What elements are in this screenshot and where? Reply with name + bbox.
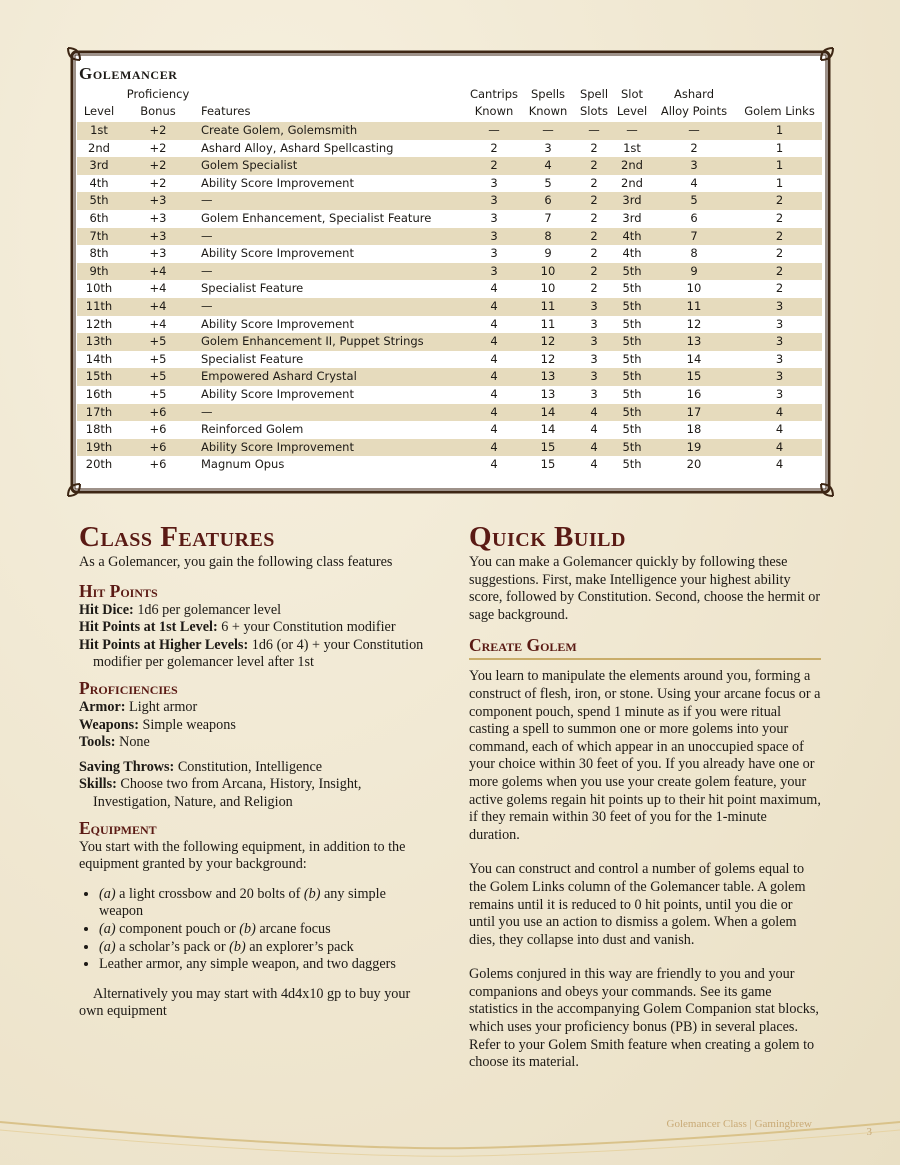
page-number: 3 xyxy=(866,1126,872,1138)
table-cell: 3 xyxy=(490,246,498,261)
table-cell: 4 xyxy=(775,422,784,437)
class-table-frame xyxy=(66,46,835,498)
equipment-item: • (a) a scholar’s pack or (b) an explorer’s pack xyxy=(99,939,429,957)
weapons-line: Weapons: Simple weapons xyxy=(79,716,236,733)
table-cell: 6 xyxy=(521,192,575,210)
table-cell: 5th xyxy=(622,457,642,472)
table-cell: 1 xyxy=(775,140,784,155)
table-cell: — xyxy=(575,122,613,140)
table-row xyxy=(77,157,822,175)
skills-line: Skills: Choose two from Arcana, History, Insight, Investigation, Nature, and Religion xyxy=(79,776,362,810)
table-cell: 8th xyxy=(89,246,109,261)
equipment-intro: You start with the following equipment, in addition to the equipment granted by your background: xyxy=(79,838,406,873)
equipment-item: • (a) a light crossbow and 20 bolts of (b) any simple weapon xyxy=(99,886,429,921)
table-cell: 2 xyxy=(775,246,784,261)
table-cell: 14 xyxy=(686,351,702,366)
tools-line: Tools: None xyxy=(79,734,150,751)
col-slots: Spell Slots xyxy=(579,87,609,118)
table-cell: 3 xyxy=(590,386,598,401)
class-features-heading: Class Features xyxy=(79,521,275,553)
table-cell: +4 xyxy=(149,316,167,331)
col-proficiency: Proficiency Bonus xyxy=(126,87,190,118)
armor-line: Armor: Light armor xyxy=(79,698,198,715)
table-cell: 3 xyxy=(467,263,521,281)
table-cell: — xyxy=(195,228,467,246)
table-cell: 2 xyxy=(575,263,613,281)
table-cell: 5th xyxy=(613,439,651,457)
table-row xyxy=(77,140,822,158)
table-cell: 8 xyxy=(690,246,698,261)
table-cell: 5 xyxy=(544,175,552,190)
table-cell: 3 xyxy=(544,140,552,155)
table-cell: — xyxy=(613,122,651,140)
table-cell: 2 xyxy=(737,263,822,281)
table-cell: 4th xyxy=(622,246,642,261)
table-cell: — xyxy=(467,122,521,140)
table-cell: Ashard Alloy, Ashard Spellcasting xyxy=(201,140,394,155)
col-alloy: Ashard Alloy Points xyxy=(660,87,728,118)
table-cell: 4 xyxy=(690,175,698,190)
table-cell: 2nd xyxy=(621,175,643,190)
hp-first-level-line: Hit Points at 1st Level: 6 + your Constitution modifier xyxy=(79,619,396,636)
table-cell: — xyxy=(521,122,575,140)
table-cell: 4 xyxy=(467,439,521,457)
table-cell: 4 xyxy=(737,404,822,422)
table-row xyxy=(77,439,822,457)
table-cell: 7 xyxy=(651,228,737,246)
table-cell: 2 xyxy=(490,140,498,155)
table-cell: 5th xyxy=(622,422,642,437)
table-cell: 3 xyxy=(590,316,598,331)
table-cell: 4 xyxy=(575,439,613,457)
table-cell: 7th xyxy=(77,228,121,246)
table-cell: +6 xyxy=(121,439,195,457)
table-cell: 12th xyxy=(85,316,113,331)
table-cell: 15 xyxy=(521,439,575,457)
table-cell: 3 xyxy=(575,298,613,316)
table-cell: 8 xyxy=(521,228,575,246)
table-cell: 3rd xyxy=(613,192,651,210)
table-cell: — xyxy=(195,298,467,316)
table-cell: 4 xyxy=(590,422,598,437)
table-cell: 9 xyxy=(544,246,552,261)
table-cell: 2 xyxy=(590,140,598,155)
table-cell: Ability Score Improvement xyxy=(201,386,354,401)
table-cell: 2 xyxy=(467,157,521,175)
table-cell: 10 xyxy=(540,281,556,296)
table-cell: +2 xyxy=(121,157,195,175)
table-cell: 13 xyxy=(651,333,737,351)
table-cell: 10 xyxy=(521,263,575,281)
table-row xyxy=(77,316,822,334)
table-row xyxy=(77,280,822,298)
table-cell: 4 xyxy=(521,157,575,175)
table-cell: 4 xyxy=(575,404,613,422)
table-cell: +5 xyxy=(121,333,195,351)
table-cell: +5 xyxy=(121,368,195,386)
hp-higher-level-line: Hit Points at Higher Levels: 1d6 (or 4) + your Constitution modifier per golemancer level after 1st xyxy=(79,636,424,671)
table-cell: 13 xyxy=(540,386,556,401)
table-row xyxy=(77,351,822,369)
table-cell: 2nd xyxy=(88,140,110,155)
table-cell: Golem Enhancement II, Puppet Strings xyxy=(195,333,467,351)
table-cell: 5th xyxy=(613,368,651,386)
table-cell: 3 xyxy=(575,368,613,386)
table-cell: 4 xyxy=(775,457,784,472)
table-cell: +6 xyxy=(149,422,167,437)
table-cell: 12 xyxy=(686,316,702,331)
table-cell: 7 xyxy=(544,210,552,225)
table-cell: 1st xyxy=(77,122,121,140)
col-features: Features xyxy=(201,104,251,118)
table-cell: Empowered Ashard Crystal xyxy=(195,368,467,386)
table-cell: 5th xyxy=(622,351,642,366)
table-cell: 19th xyxy=(77,439,121,457)
create-golem-p2: You can construct and control a number of golems equal to the Golem Links column of the Golemancer table. A golem remains until it is reduced to 0 hit points, until you die or until you use an action to dismiss a golem. When a golem dies, they collapse into dust and vanish. xyxy=(469,861,806,948)
table-cell: 2 xyxy=(590,175,598,190)
table-cell: 12 xyxy=(540,351,556,366)
table-row xyxy=(77,368,822,386)
table-cell: 2 xyxy=(690,140,698,155)
table-cell: 5th xyxy=(622,316,642,331)
table-cell: 2nd xyxy=(613,157,651,175)
table-cell: 20th xyxy=(85,457,113,472)
table-cell: 17 xyxy=(651,404,737,422)
table-cell: +6 xyxy=(121,404,195,422)
table-cell: +4 xyxy=(121,263,195,281)
table-cell: 2 xyxy=(775,210,784,225)
table-cell: 11 xyxy=(651,298,737,316)
table-row xyxy=(77,192,822,210)
table-cell: 2 xyxy=(590,246,598,261)
table-cell: 6 xyxy=(690,210,698,225)
table-row xyxy=(77,228,822,246)
equipment-alternative: Alternatively you may start with 4d4x10 gp to buy your own equipment xyxy=(79,985,411,1020)
hit-points-heading: Hit Points xyxy=(79,580,158,601)
table-cell: 5th xyxy=(613,404,651,422)
table-cell: 2 xyxy=(775,281,784,296)
table-cell: 4 xyxy=(490,316,498,331)
table-cell: 15 xyxy=(651,368,737,386)
table-cell: 18 xyxy=(686,422,702,437)
class-table xyxy=(77,86,822,474)
left-column xyxy=(79,520,429,1021)
table-cell: 3 xyxy=(467,192,521,210)
table-cell: — xyxy=(195,404,467,422)
table-cell: 11 xyxy=(540,316,556,331)
table-row xyxy=(77,298,822,316)
page-footer xyxy=(0,1100,900,1165)
table-cell: 1st xyxy=(623,140,641,155)
table-cell: — xyxy=(195,263,467,281)
table-row xyxy=(77,210,822,228)
table-cell: 4 xyxy=(490,281,498,296)
table-cell: Reinforced Golem xyxy=(201,422,304,437)
table-cell: 2 xyxy=(737,192,822,210)
equipment-heading: Equipment xyxy=(79,817,157,838)
footer-text: Golemancer Class | Gamingbrew xyxy=(666,1118,812,1130)
col-spells: Spells Known xyxy=(528,87,568,118)
right-column xyxy=(469,520,821,1072)
proficiencies-heading: Proficiencies xyxy=(79,677,178,698)
table-cell: 3rd xyxy=(622,210,642,225)
table-cell: 3 xyxy=(775,351,784,366)
table-cell: 3 xyxy=(737,333,822,351)
table-cell: 11th xyxy=(77,298,121,316)
table-cell: +2 xyxy=(121,122,195,140)
table-cell: 5th xyxy=(77,192,121,210)
table-cell: 15 xyxy=(540,457,556,472)
table-cell: 4 xyxy=(490,457,498,472)
table-cell: 4th xyxy=(613,228,651,246)
table-cell: 2 xyxy=(590,281,598,296)
table-cell: 12 xyxy=(521,333,575,351)
table-cell: 17th xyxy=(77,404,121,422)
table-cell: 16th xyxy=(85,386,113,401)
footer-flourish xyxy=(0,1100,900,1165)
table-cell: +4 xyxy=(121,298,195,316)
table-cell: 14 xyxy=(540,422,556,437)
table-cell: 4 xyxy=(490,351,498,366)
table-cell: — xyxy=(651,122,737,140)
table-cell: +2 xyxy=(149,175,167,190)
table-row xyxy=(77,404,822,422)
table-cell: Ability Score Improvement xyxy=(201,175,354,190)
table-cell: 1 xyxy=(775,175,784,190)
table-cell: 5th xyxy=(622,386,642,401)
table-cell: 4 xyxy=(490,386,498,401)
table-cell: 11 xyxy=(521,298,575,316)
table-cell: 14th xyxy=(85,351,113,366)
table-cell: 4 xyxy=(490,422,498,437)
table-cell: +5 xyxy=(149,386,167,401)
table-cell: Ability Score Improvement xyxy=(201,246,354,261)
table-row xyxy=(77,122,822,140)
class-features-intro: As a Golemancer, you gain the following class features xyxy=(79,554,393,570)
table-row xyxy=(77,456,822,474)
table-cell: 1 xyxy=(737,157,822,175)
table-cell: 10th xyxy=(85,281,113,296)
table-cell: 5th xyxy=(613,263,651,281)
table-header-row xyxy=(77,86,822,122)
table-cell: Ability Score Improvement xyxy=(195,439,467,457)
table-row xyxy=(77,333,822,351)
table-cell: Magnum Opus xyxy=(201,457,285,472)
table-cell: 20 xyxy=(686,457,702,472)
table-cell: 4 xyxy=(467,333,521,351)
table-cell: 9th xyxy=(77,263,121,281)
table-cell: 10 xyxy=(686,281,702,296)
table-cell: 5th xyxy=(613,298,651,316)
col-slot-level: Slot Level xyxy=(616,87,648,118)
equipment-item: • Leather armor, any simple weapon, and two daggers xyxy=(99,956,429,974)
quick-build-heading: Quick Build xyxy=(469,521,626,553)
table-cell: +3 xyxy=(149,210,167,225)
table-cell: +6 xyxy=(149,457,167,472)
table-cell: 9 xyxy=(651,263,737,281)
table-cell: 3 xyxy=(775,316,784,331)
table-row xyxy=(77,263,822,281)
table-cell: 5th xyxy=(613,333,651,351)
table-cell: 4 xyxy=(590,457,598,472)
col-cantrips: Cantrips Known xyxy=(469,87,519,118)
table-row xyxy=(77,245,822,263)
table-cell: 3 xyxy=(775,386,784,401)
table-cell: 3 xyxy=(651,157,737,175)
table-cell: +3 xyxy=(149,246,167,261)
table-cell: +5 xyxy=(149,351,167,366)
table-cell: 4 xyxy=(467,404,521,422)
table-cell: +2 xyxy=(149,140,167,155)
table-cell: 14 xyxy=(521,404,575,422)
saving-throws-line: Saving Throws: Constitution, Intelligence xyxy=(79,758,323,775)
table-cell: 16 xyxy=(686,386,702,401)
table-cell: 18th xyxy=(85,422,113,437)
table-cell: +3 xyxy=(121,192,195,210)
table-cell: +4 xyxy=(149,281,167,296)
table-cell: +3 xyxy=(121,228,195,246)
table-cell: 3 xyxy=(490,210,498,225)
table-cell: Create Golem, Golemsmith xyxy=(195,122,467,140)
table-cell: 3 xyxy=(737,298,822,316)
create-golem-p1: You learn to manipulate the elements around you, forming a construct of flesh, iron, or stone. Using your arcane focus or a component pouch, spend 1 minute as if you were ritual casting a spell to summon one or more golems into your command, each of which appear in an unoccupied space of your choice within 30 feet of you. If you already have one or more golems when you use your create golem feature, your active golems regain hit points up to their hit point maximum, if they remain within 30 feet of you for the 1-minute duration. xyxy=(469,668,821,843)
table-cell: 2 xyxy=(575,192,613,210)
table-row xyxy=(77,386,822,404)
table-cell: 2 xyxy=(590,210,598,225)
table-cell: 4 xyxy=(467,298,521,316)
table-cell: 1 xyxy=(737,122,822,140)
table-cell: 4th xyxy=(89,175,109,190)
table-row xyxy=(77,175,822,193)
table-cell: Specialist Feature xyxy=(201,351,304,366)
table-cell: 3 xyxy=(467,228,521,246)
table-cell: 3 xyxy=(575,333,613,351)
table-cell: 3 xyxy=(590,351,598,366)
table-cell: 13 xyxy=(521,368,575,386)
table-cell: 6th xyxy=(89,210,109,225)
table-title: Golemancer xyxy=(79,64,178,83)
equipment-item: • (a) component pouch or (b) arcane focus xyxy=(99,921,429,939)
create-golem-p3: Golems conjured in this way are friendly to you and your companions and obeys your commands. See its game statistics in the accompanying Golem Companion stat blocks, which uses your proficiency bonus (PB) in several places. Refer to your Golem Smith feature when creating a golem to choose its material. xyxy=(469,966,819,1071)
table-cell: 4 xyxy=(467,368,521,386)
table-cell: 13th xyxy=(77,333,121,351)
table-row xyxy=(77,421,822,439)
table-cell: 2 xyxy=(575,228,613,246)
quick-build-text: You can make a Golemancer quickly by following these suggestions. First, make Intelligence your highest ability score, followed by Constitution. Second, choose the hermit or sage background. xyxy=(469,554,821,623)
table-cell: 2 xyxy=(737,228,822,246)
equipment-list xyxy=(79,886,429,974)
table-cell: Ability Score Improvement xyxy=(201,316,354,331)
table-cell: 3 xyxy=(490,175,498,190)
hit-dice-line: Hit Dice: 1d6 per golemancer level xyxy=(79,601,282,618)
table-cell: 19 xyxy=(651,439,737,457)
table-cell: 5th xyxy=(622,281,642,296)
col-links: Golem Links xyxy=(744,104,815,118)
table-cell: 2 xyxy=(575,157,613,175)
col-level: Level xyxy=(83,104,115,118)
table-cell: Specialist Feature xyxy=(201,281,304,296)
table-cell: Golem Enhancement, Specialist Feature xyxy=(201,210,432,225)
table-cell: 15th xyxy=(77,368,121,386)
table-cell: — xyxy=(195,192,467,210)
table-cell: 3rd xyxy=(77,157,121,175)
table-cell: 5 xyxy=(651,192,737,210)
table-cell: 4 xyxy=(737,439,822,457)
table-cell: 3 xyxy=(737,368,822,386)
create-golem-heading: Create Golem xyxy=(469,634,821,660)
table-cell: Golem Specialist xyxy=(195,157,467,175)
